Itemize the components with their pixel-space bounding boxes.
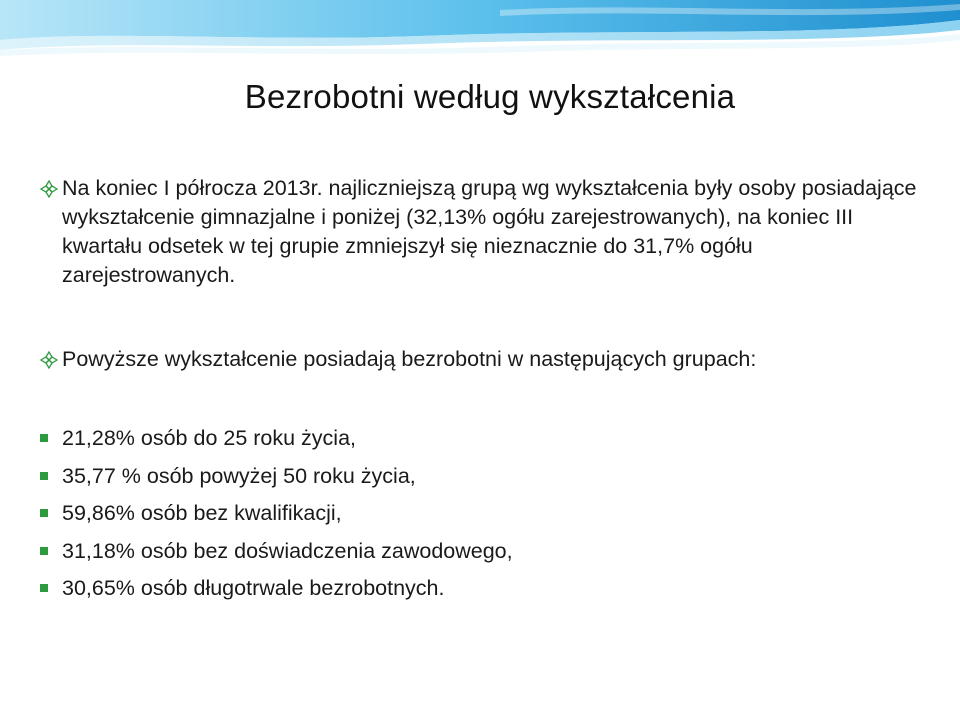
- square-bullet-icon: [40, 434, 48, 442]
- list-item: [40, 462, 513, 500]
- square-bullet-icon: [40, 547, 48, 555]
- paragraph-groups-intro: [40, 345, 920, 374]
- groups-bullet-list: [40, 424, 513, 612]
- paragraph-text: Powyższe wykształcenie posiadają bezrobotni w następujących grupach:: [62, 347, 757, 371]
- list-item-text: 35,77 % osób powyżej 50 roku życia,: [62, 463, 416, 488]
- list-item-text: 30,65% osób długotrwale bezrobotnych.: [62, 576, 445, 600]
- list-item: [40, 499, 513, 537]
- list-item-text: 21,28% osób do 25 roku życia,: [62, 426, 357, 450]
- square-bullet-icon: [40, 584, 48, 592]
- header-wave-banner: [0, 0, 960, 60]
- diamond-bullet-icon: [40, 180, 58, 198]
- square-bullet-icon: [40, 509, 48, 517]
- diamond-bullet-icon: [40, 351, 58, 369]
- square-bullet-icon: [40, 472, 48, 480]
- list-item-text: 31,18% osób bez doświadczenia zawodowego,: [62, 538, 513, 563]
- slide-title: Bezrobotni według wykształcenia: [244, 78, 736, 115]
- list-item-text: 59,86% osób bez kwalifikacji,: [62, 501, 342, 525]
- list-item: [40, 424, 513, 462]
- paragraph-half-year-summary: [40, 174, 920, 290]
- list-item: [40, 537, 513, 575]
- paragraph-text: Na koniec I półrocza 2013r. najliczniejszą grupą wg wykształcenia były osoby posiadające wykształcenie gimnazjalne i poniżej (32,13% ogółu zarejestrowanych), na koniec III kwartału odsetek w tej grupie zmniejszył się nieznacznie do 31,7% ogółu zarejestrowanych.: [62, 176, 917, 287]
- list-item: [40, 574, 513, 612]
